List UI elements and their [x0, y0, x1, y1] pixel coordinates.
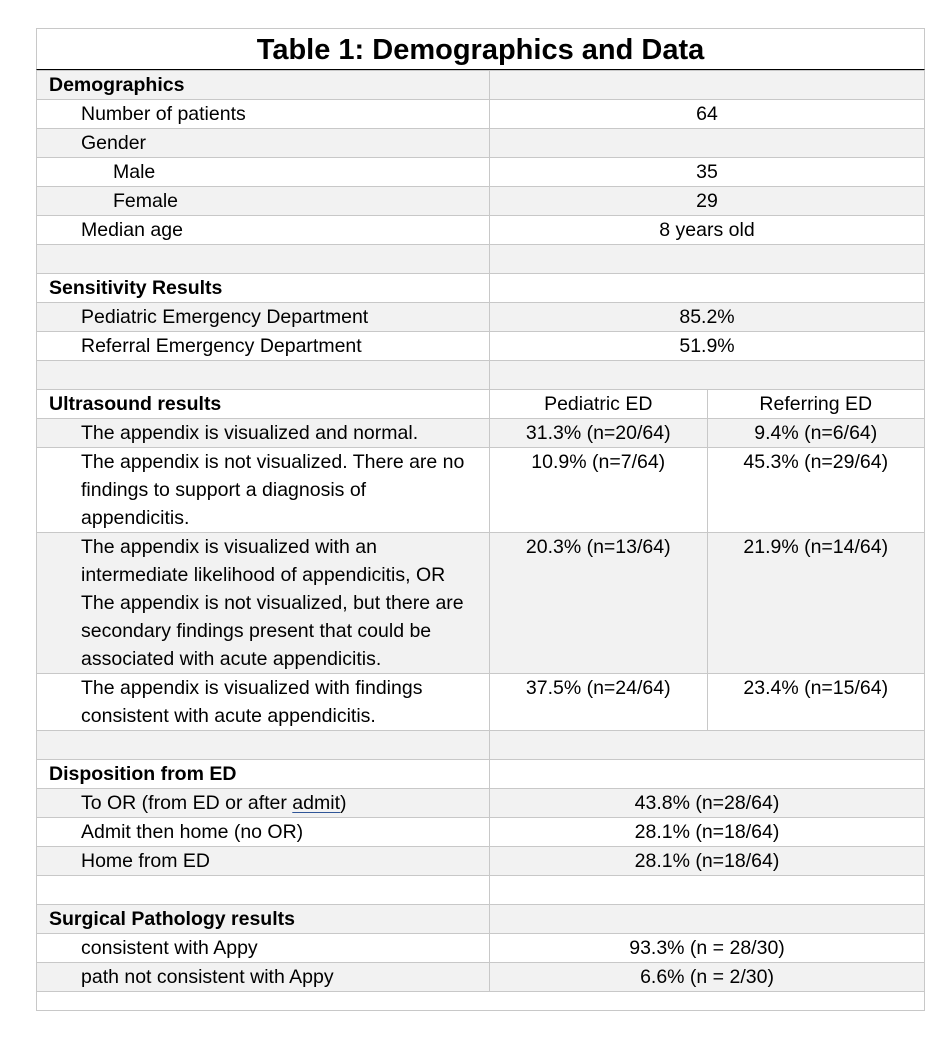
- section-header-ultrasound: Ultrasound results: [37, 390, 490, 419]
- table-row: [37, 274, 925, 303]
- row-value: 93.3% (n = 28/30): [490, 934, 925, 963]
- column-header-pediatric-ed: Pediatric ED: [490, 390, 708, 419]
- row-value-referring: 21.9% (n=14/64): [707, 533, 925, 674]
- column-header-referring-ed: Referring ED: [707, 390, 925, 419]
- empty-cell: [490, 129, 925, 158]
- row-label: path not consistent with Appy: [37, 963, 490, 992]
- empty-cell: [490, 274, 925, 303]
- row-value-pediatric: 31.3% (n=20/64): [490, 419, 708, 448]
- table-row: [37, 533, 925, 674]
- table-row: [37, 303, 925, 332]
- section-header-demographics: Demographics: [37, 71, 490, 100]
- empty-cell: [490, 905, 925, 934]
- spellcheck-underlined-word: admit: [292, 792, 340, 814]
- data-table: [36, 70, 925, 1011]
- table-row: [37, 934, 925, 963]
- table-row: [37, 674, 925, 731]
- table-row: [37, 448, 925, 533]
- table-row-spacer: [37, 876, 925, 905]
- row-value: 6.6% (n = 2/30): [490, 963, 925, 992]
- empty-cell: [490, 731, 925, 760]
- empty-cell: [490, 876, 925, 905]
- document-table: [36, 28, 925, 1011]
- table-row: [37, 789, 925, 818]
- table-row: [37, 71, 925, 100]
- table-row: [37, 905, 925, 934]
- row-value-pediatric: 37.5% (n=24/64): [490, 674, 708, 731]
- row-value: 35: [490, 158, 925, 187]
- label-text: To OR (from ED or after: [81, 792, 293, 814]
- label-text: ): [339, 792, 347, 814]
- row-value-referring: 23.4% (n=15/64): [707, 674, 925, 731]
- row-value-referring: 45.3% (n=29/64): [707, 448, 925, 533]
- empty-cell: [490, 245, 925, 274]
- row-label: [37, 789, 490, 818]
- empty-cell: [490, 760, 925, 789]
- row-value: 28.1% (n=18/64): [490, 847, 925, 876]
- row-value-referring: 9.4% (n=6/64): [707, 419, 925, 448]
- empty-cell: [37, 731, 490, 760]
- table-row: [37, 332, 925, 361]
- row-label: Referral Emergency Department: [37, 332, 490, 361]
- row-label: Home from ED: [37, 847, 490, 876]
- row-value: 85.2%: [490, 303, 925, 332]
- row-label: The appendix is visualized and normal.: [37, 419, 490, 448]
- table-row: [37, 158, 925, 187]
- table-row-spacer: [37, 361, 925, 390]
- row-value: 64: [490, 100, 925, 129]
- table-row: [37, 216, 925, 245]
- empty-cell: [37, 361, 490, 390]
- row-value: 28.1% (n=18/64): [490, 818, 925, 847]
- table-row: [37, 760, 925, 789]
- row-value-pediatric: 20.3% (n=13/64): [490, 533, 708, 674]
- row-label: Admit then home (no OR): [37, 818, 490, 847]
- row-label: The appendix is visualized with an intermediate likelihood of appendicitis, OR The appendix is not visualized, but there are secondary findings present that could be associated with acute appendicitis.: [37, 533, 490, 674]
- table-row-spacer: [37, 992, 925, 1011]
- table-row: [37, 187, 925, 216]
- empty-cell: [490, 361, 925, 390]
- row-value: 43.8% (n=28/64): [490, 789, 925, 818]
- row-value: 51.9%: [490, 332, 925, 361]
- table-row: [37, 847, 925, 876]
- row-label: Female: [37, 187, 490, 216]
- section-header-pathology: Surgical Pathology results: [37, 905, 490, 934]
- table-row: [37, 100, 925, 129]
- row-label: Gender: [37, 129, 490, 158]
- empty-cell: [490, 71, 925, 100]
- empty-cell: [37, 876, 490, 905]
- table-row: [37, 963, 925, 992]
- empty-cell: [37, 992, 925, 1011]
- section-header-disposition: Disposition from ED: [37, 760, 490, 789]
- table-row-spacer: [37, 245, 925, 274]
- row-value: 29: [490, 187, 925, 216]
- table-row-spacer: [37, 731, 925, 760]
- row-label: Median age: [37, 216, 490, 245]
- row-label: consistent with Appy: [37, 934, 490, 963]
- table-row: [37, 419, 925, 448]
- row-label: The appendix is not visualized. There are no findings to support a diagnosis of appendicitis.: [37, 448, 490, 533]
- table-row: [37, 129, 925, 158]
- section-header-sensitivity: Sensitivity Results: [37, 274, 490, 303]
- row-label: Male: [37, 158, 490, 187]
- row-value: 8 years old: [490, 216, 925, 245]
- row-label: Number of patients: [37, 100, 490, 129]
- table-row: [37, 818, 925, 847]
- table-row: [37, 390, 925, 419]
- row-label: The appendix is visualized with findings consistent with acute appendicitis.: [37, 674, 490, 731]
- row-label: Pediatric Emergency Department: [37, 303, 490, 332]
- table-title: Table 1: Demographics and Data: [36, 28, 925, 70]
- row-value-pediatric: 10.9% (n=7/64): [490, 448, 708, 533]
- empty-cell: [37, 245, 490, 274]
